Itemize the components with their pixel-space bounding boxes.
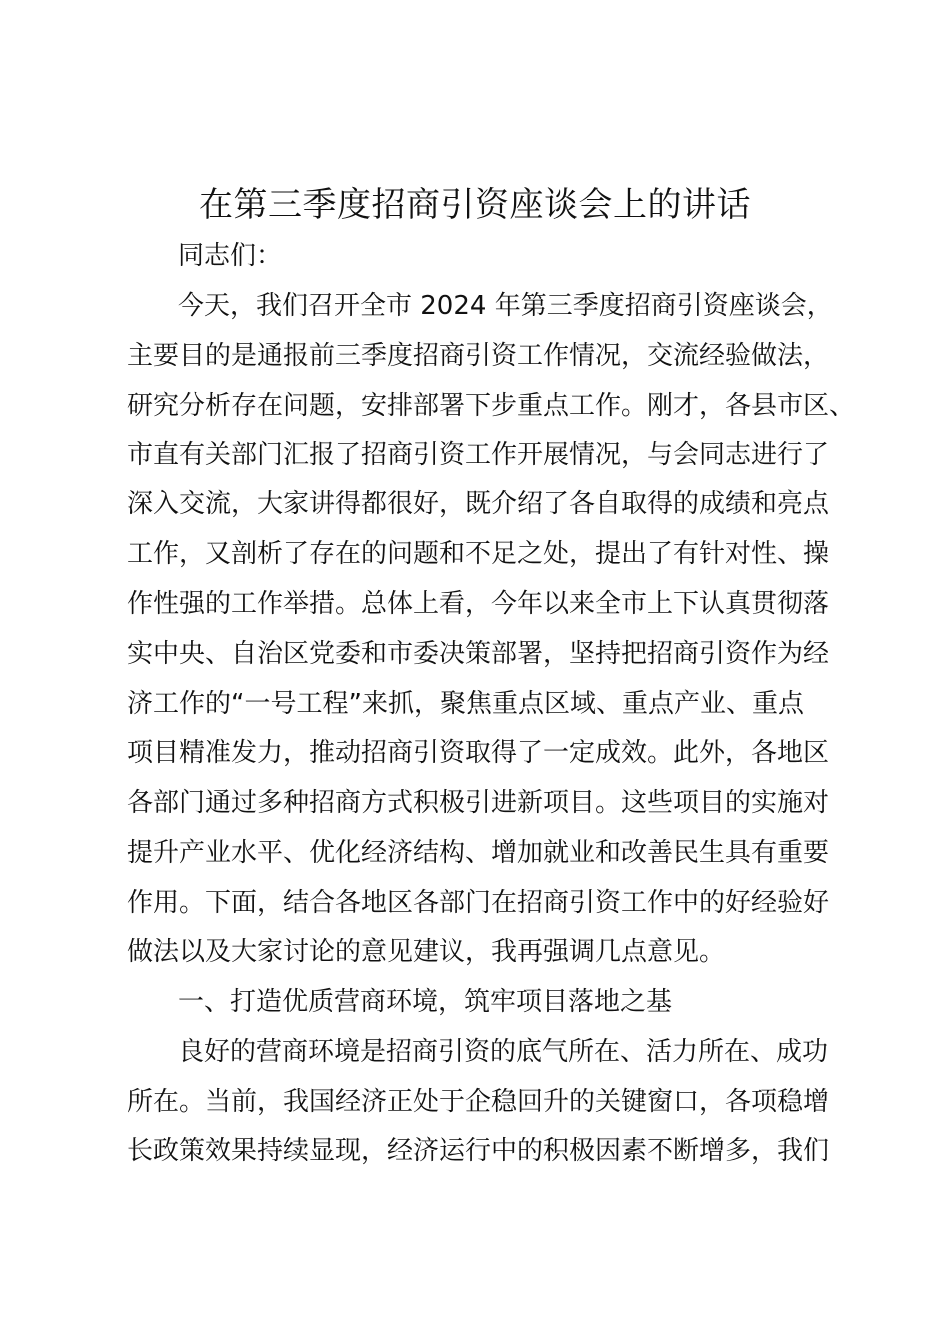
paragraph-line: 作性强的工作举措。总体上看，今年以来全市上下认真贯彻落 [127, 589, 830, 619]
salutation: 同志们： [178, 241, 283, 271]
paragraph-line: 各部门通过多种招商方式积极引进新项目。这些项目的实施对 [127, 788, 830, 818]
paragraph-line: 作用。下面，结合各地区各部门在招商引资工作中的好经验好 [127, 888, 830, 918]
paragraph-line: 深入交流，大家讲得都很好，既介绍了各自取得的成绩和亮点 [127, 489, 830, 519]
paragraph-line: 济工作的“一号工程”来抓，聚焦重点区域、重点产业、重点 [127, 689, 804, 719]
paragraph-line: 今天，我们召开全市 2024 年第三季度招商引资座谈会， [178, 291, 833, 321]
paragraph-line: 实中央、自治区党委和市委决策部署，坚持把招商引资作为经 [127, 639, 830, 669]
document-title: 在第三季度招商引资座谈会上的讲话 [199, 185, 751, 225]
paragraph-line: 研究分析存在问题，安排部署下步重点工作。刚才，各县市区、 [127, 391, 856, 421]
paragraph-line: 提升产业水平、优化经济结构、增加就业和改善民生具有重要 [127, 838, 830, 868]
paragraph-line: 工作，又剖析了存在的问题和不足之处，提出了有针对性、操 [127, 539, 830, 569]
paragraph-line: 良好的营商环境是招商引资的底气所在、活力所在、成功 [178, 1037, 829, 1067]
paragraph-line: 主要目的是通报前三季度招商引资工作情况，交流经验做法， [127, 341, 830, 371]
paragraph-line: 项目精准发力，推动招商引资取得了一定成效。此外，各地区 [127, 738, 830, 768]
section-heading: 一、打造优质营商环境，筑牢项目落地之基 [178, 987, 673, 1017]
paragraph-line: 市直有关部门汇报了招商引资工作开展情况，与会同志进行了 [127, 440, 830, 470]
paragraph-line: 做法以及大家讨论的意见建议，我再强调几点意见。 [127, 937, 726, 967]
paragraph-line: 长政策效果持续显现，经济运行中的积极因素不断增多，我们 [127, 1136, 830, 1166]
paragraph-line: 所在。当前，我国经济正处于企稳回升的关键窗口，各项稳增 [127, 1087, 830, 1117]
